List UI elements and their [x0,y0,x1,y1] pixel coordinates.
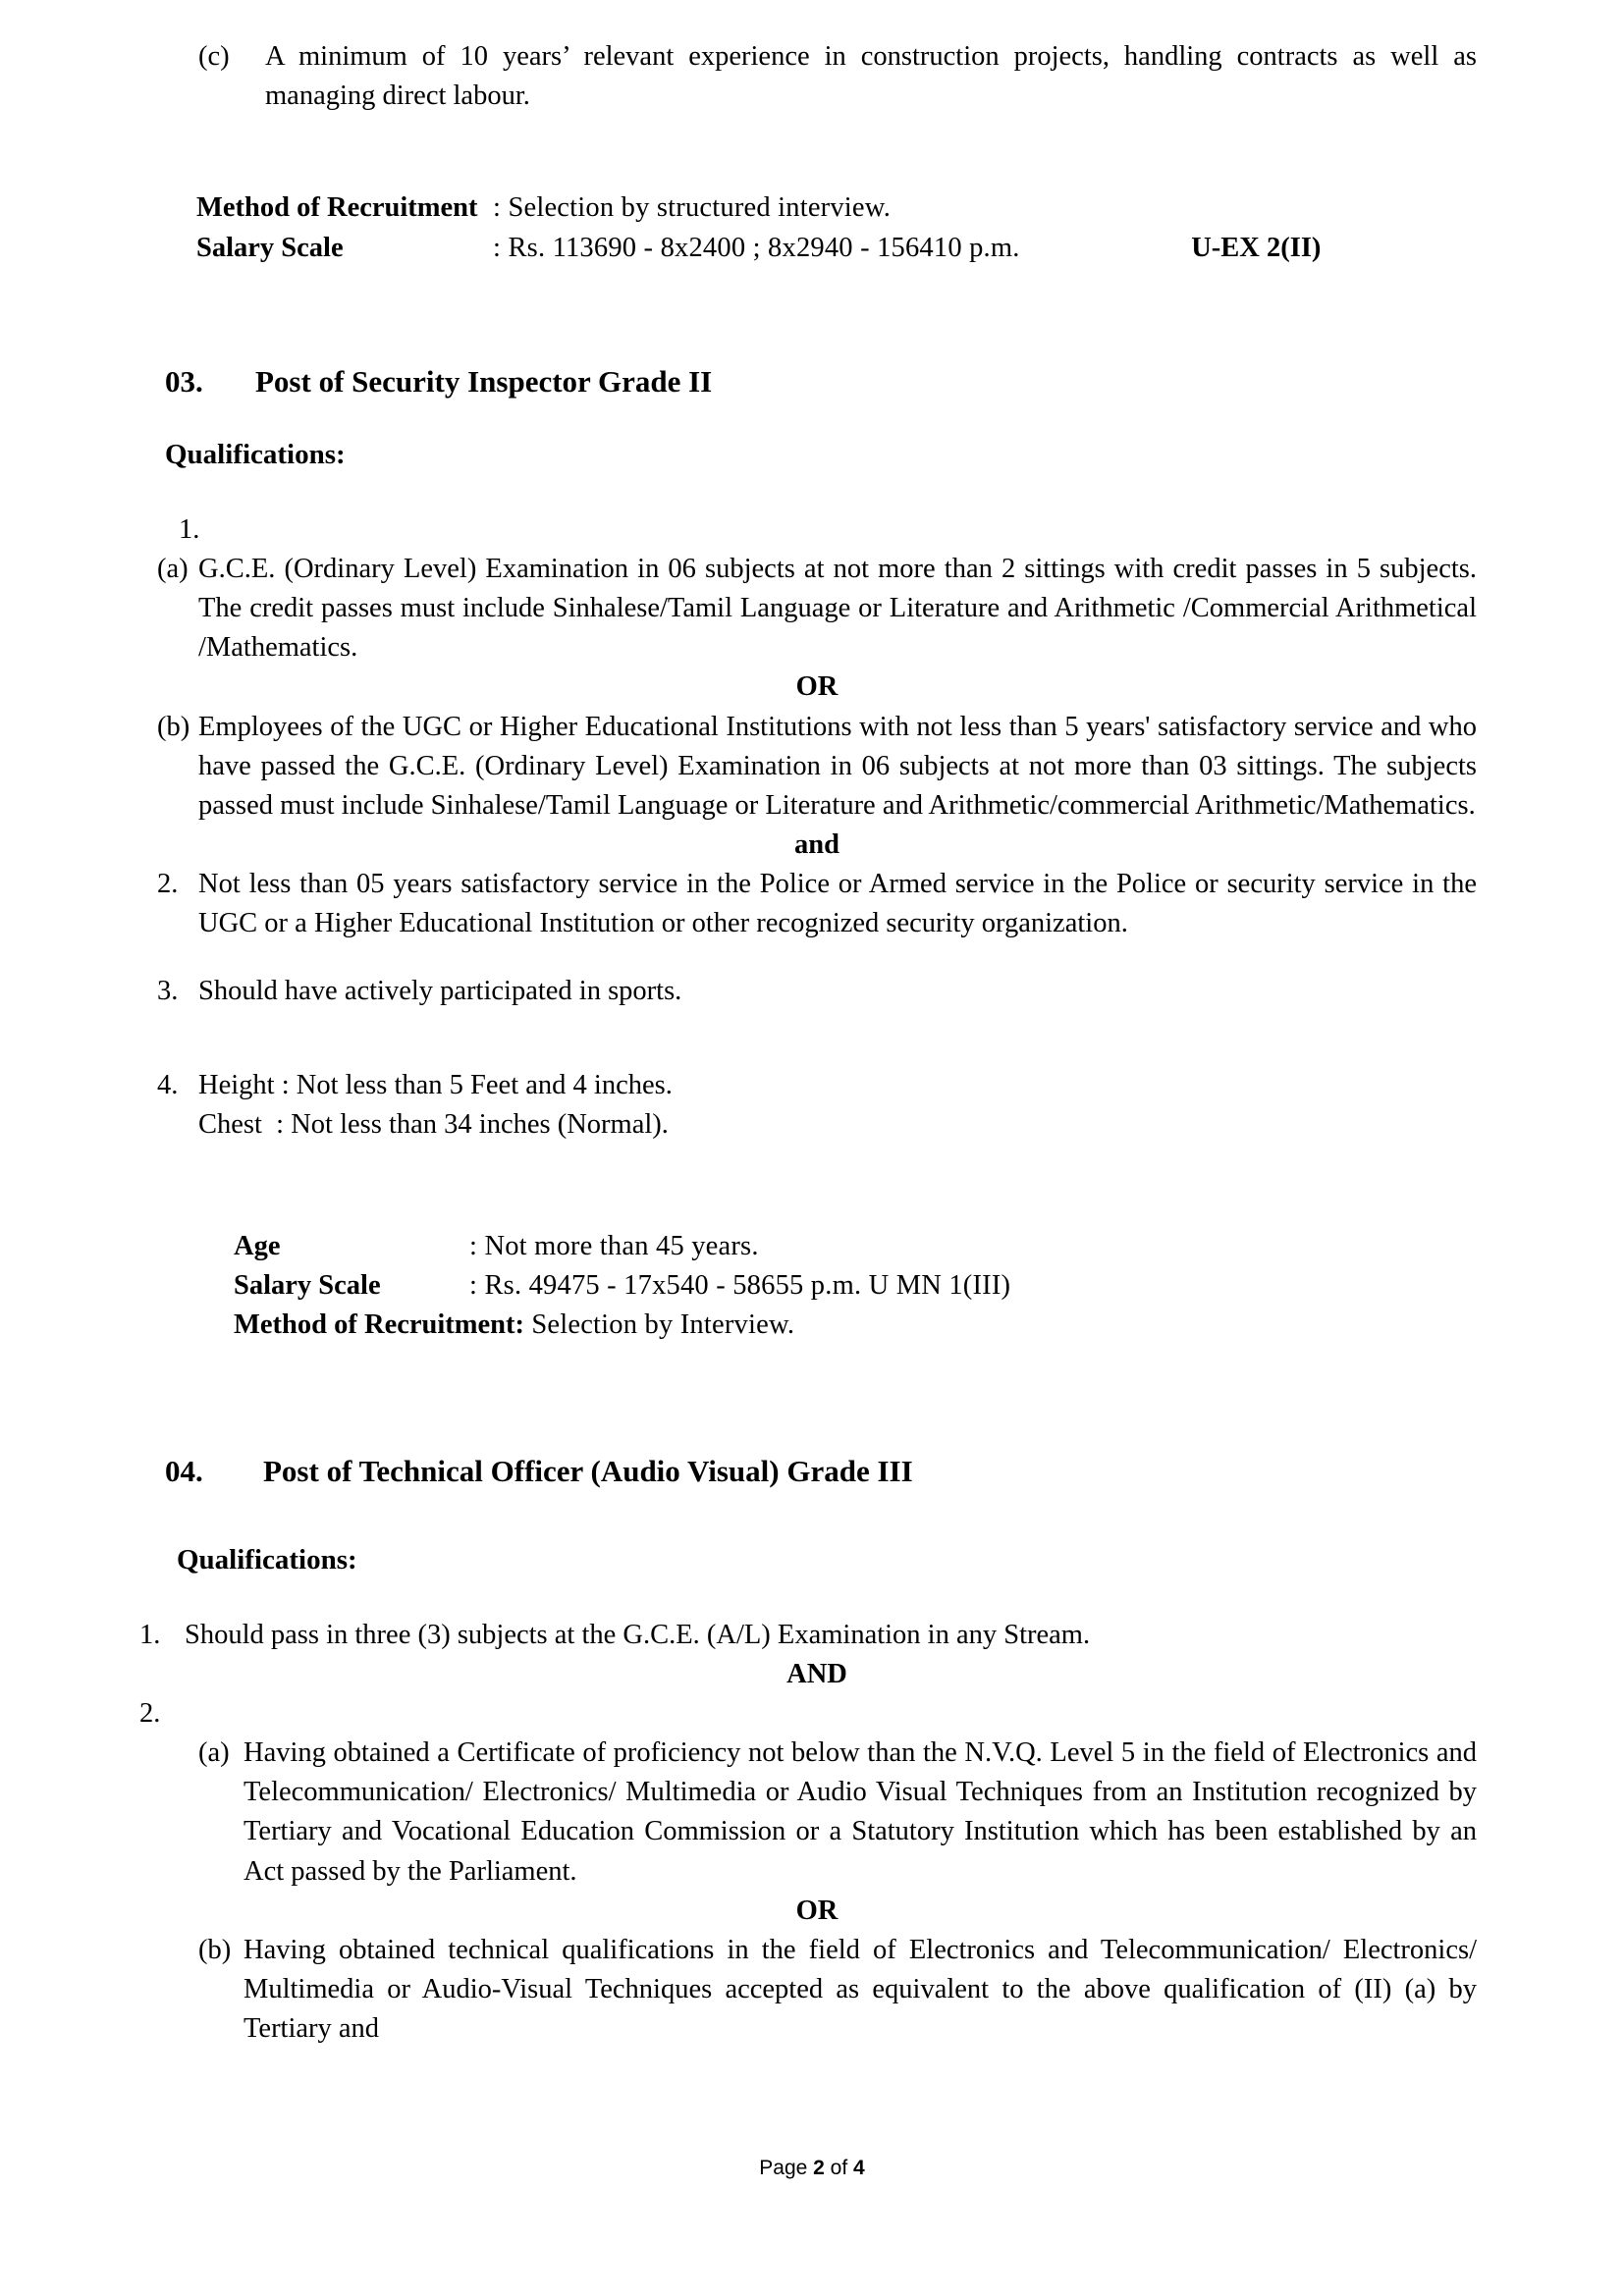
separator-and: AND [786,1658,847,1689]
list-marker: 2. [157,869,179,900]
list-item-text: Should pass in three (3) subjects at the G.C.E. (A/L) Examination in any Stream. [185,1619,1091,1650]
list-item [157,972,1477,1011]
separator-or: OR [795,671,839,703]
list-item [157,550,1477,668]
list-item-text: G.C.E. (Ordinary Level) Examination in 06 subjects at not more than 2 sittings with credit passes in 5 subjects. The credit passes must include Sinhalese/Tamil Language or Literature and Arithmetic /Commercial Arithmetical /Mathematics. [198,553,1477,664]
list-item [157,708,1477,827]
list-item-text: Should have actively participated in sports. [198,975,682,1006]
section-number: 04. [165,1453,203,1488]
list-item-text [198,1066,1477,1145]
detail-value: : Selection by structured interview. [493,192,892,224]
footer-page-number: 2 [813,2157,825,2179]
detail-row-salary [234,1266,1477,1306]
separator-or: OR [795,1895,839,1926]
footer-middle: of [824,2157,854,2179]
separator-and: and [794,829,839,861]
list-marker: (a) [157,553,189,584]
section-heading-04 [165,1454,1477,1489]
height-requirement: Height : Not less than 5 Feet and 4 inches. [198,1069,673,1100]
list-marker: (c) [198,41,230,72]
qualifications-label-03: Qualifications: [165,438,346,470]
page-footer [0,2157,1624,2180]
list-marker-2: 2. [139,1697,161,1729]
list-item [198,1734,1477,1892]
salary-grade-code: U-EX 2(II) [1191,232,1322,263]
list-marker: 1. [139,1619,161,1650]
section-number: 03. [165,363,203,399]
list-item [157,865,1477,943]
detail-label: Method of Recruitment: [234,1309,524,1341]
list-item [139,1616,1477,1655]
section-title: Post of Technical Officer (Audio Visual) Grade III [263,1453,913,1488]
detail-label: Age [234,1231,281,1262]
list-marker: (a) [198,1737,230,1769]
section-title: Post of Security Inspector Grade II [255,363,713,399]
list-item-text: Employees of the UGC or Higher Educational Institutions with not less than 5 years' satisfactory service and who have passed the G.C.E. (Ordinary Level) Examination in 06 subjects at not more than 03 sittings. The subjects passed must include Sinhalese/Tamil Language or Literature and Arithmetic/commercial Arithmetic/Mathematics. [198,711,1477,821]
detail-value: : Not more than 45 years. [469,1231,759,1262]
detail-value: Selection by Interview. [524,1309,795,1341]
detail-row-age [234,1227,1477,1266]
detail-label: Method of Recruitment [196,192,478,224]
post-03-details [234,1227,1477,1346]
detail-row-salary [196,229,1477,268]
list-marker-1: 1. [179,513,200,545]
list-item [198,1931,1477,2050]
list-item-text: A minimum of 10 years’ relevant experience in construction projects, handling contracts as well as managing direct labour. [265,41,1477,112]
detail-label: Salary Scale [234,1270,381,1302]
detail-row-method [196,188,1477,228]
list-item-text: Having obtained a Certificate of proficiency not below than the N.V.Q. Level 5 in the field of Electronics and Telecommunication/ Electronics/ Multimedia or Audio Visual Techniques from an Institution recognized by Tertiary and Vocational Education Commission or a Statutory Institution which has been established by an Act passed by the Parliament. [244,1737,1477,1887]
footer-prefix: Page [759,2157,814,2179]
list-marker: (b) [157,711,190,742]
detail-row-method [234,1306,1477,1345]
post-02-details [196,188,1477,267]
footer-total-pages: 4 [853,2157,865,2179]
qualifications-label-04: Qualifications: [177,1543,357,1575]
chest-requirement: Chest : Not less than 34 inches (Normal). [198,1108,669,1140]
list-item-text: Having obtained technical qualifications in the field of Electronics and Telecommunication/ Electronics/ Multimedia or Audio-Visual Techniques accepted as equivalent to the above qualification of (II) (a) by Tertiary and [244,1934,1477,2045]
detail-value: : Rs. 113690 - 8x2400 ; 8x2940 - 156410 p.m. [493,232,1020,263]
detail-label: Salary Scale [196,232,344,263]
list-marker: (b) [198,1934,232,1965]
list-item-text: Not less than 05 years satisfactory service in the Police or Armed service in the Police or security service in the UGC or a Higher Educational Institution or other recognized security organization. [198,869,1477,939]
list-item [157,1066,1477,1145]
detail-value: : Rs. 49475 - 17x540 - 58655 p.m. U MN 1(III) [469,1270,1011,1302]
section-heading-03 [165,364,1477,400]
list-marker: 3. [157,975,179,1006]
list-item [198,37,1477,116]
list-marker: 4. [157,1069,179,1100]
